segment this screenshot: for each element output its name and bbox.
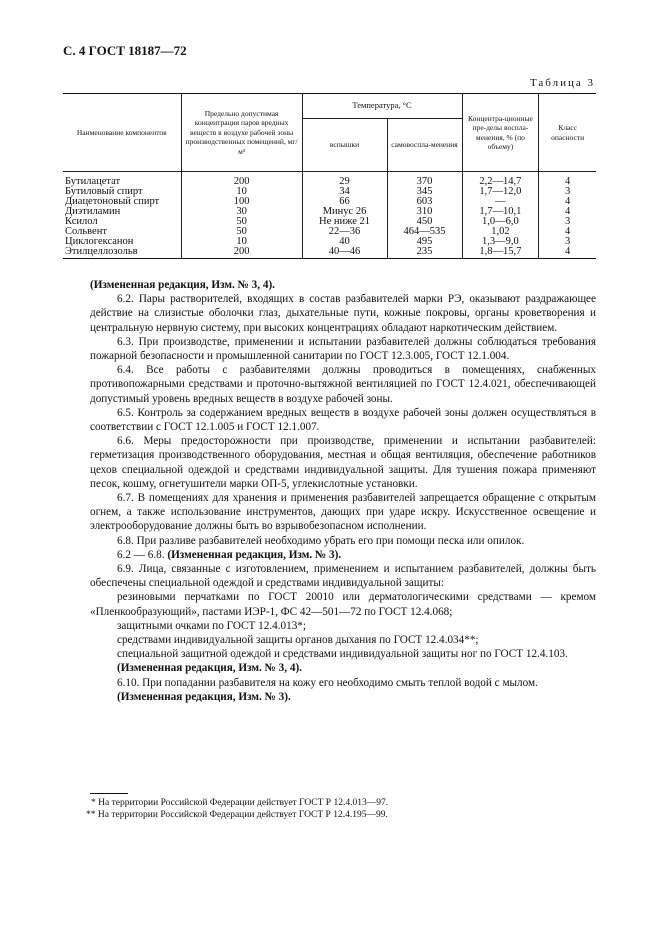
cell-limit: 10 — [181, 237, 302, 247]
paragraph-6-2-6-8-amendment: 6.2 — 6.8. (Измененная редакция, Изм. № 3). — [117, 548, 342, 561]
paragraph-6-10: 6.10. При попадании разбавителя на кожу его необходимо смыть теплой водой с мылом. — [117, 676, 538, 689]
cell-name: Бутиловый спирт — [63, 187, 181, 197]
paragraph-6-4: 6.4. Все работы с разбавителями должны проводиться в помещениях, снабженных противопожарными средствами и проточно-вытяжной вентиляцией по ГОСТ 12.4.021, обеспечивающей допустимый уровень вредных веществ в воздухе рабочей зоны. — [90, 364, 596, 405]
cell-concentration: 1,7—12,0 — [462, 187, 539, 197]
cell-concentration: 1,3—9,0 — [462, 237, 539, 247]
cell-name: Ксилол — [63, 217, 181, 227]
cell-flash: Не ниже 21 — [302, 217, 387, 227]
cell-concentration: 1,7—10,1 — [462, 207, 539, 217]
cell-flash: 29 — [302, 172, 387, 188]
cell-limit: 50 — [181, 227, 302, 237]
table-caption: Таблица 3 — [529, 77, 595, 89]
cell-class: 4 — [539, 247, 596, 259]
cell-class: 4 — [539, 207, 596, 217]
col-header-limit: Предельно допустимая концентрация паров вредных веществ в воздухе рабочей зоны производственных помещений, мг/м³ — [181, 94, 302, 172]
cell-concentration: 2,2—14,7 — [462, 172, 539, 188]
amendment-note: (Измененная редакция, Изм. № 3, 4). — [90, 279, 275, 291]
cell-concentration: 1,8—15,7 — [462, 247, 539, 259]
paragraph-6-2: 6.2. Пары растворителей, входящих в состав разбавителей марки РЭ, оказывают раздражающее действие на слизистые оболочки глаз, дыхательные пути, кожные покровы, органы кроветворения и центральную нервную систему, при высоких концентрациях обладают наркотическим действием. — [90, 293, 596, 334]
properties-table — [63, 93, 596, 259]
cell-concentration: 1,02 — [462, 227, 539, 237]
cell-class: 3 — [539, 237, 596, 247]
col-header-class: Класс опасности — [539, 94, 596, 172]
footnotes — [86, 798, 388, 821]
cell-autoignition: 310 — [387, 207, 462, 217]
amendment-note: (Измененная редакция, Изм. № 3, 4). — [117, 662, 302, 675]
cell-name: Циклогексанон — [63, 237, 181, 247]
col-header-name: Наименование компонентов — [63, 94, 181, 172]
col-header-temperature: Температура, °С — [302, 94, 462, 119]
cell-flash: 40 — [302, 237, 387, 247]
cell-name: Этилцеллозольв — [63, 247, 181, 259]
cell-class: 3 — [539, 187, 596, 197]
section-6-text — [90, 278, 596, 704]
footnote-2: ** На территории Российской Федерации действует ГОСТ Р 12.4.195—99. — [86, 809, 388, 820]
cell-flash: 34 — [302, 187, 387, 197]
cell-name: Бутилацетат — [63, 172, 181, 188]
table-row — [63, 172, 596, 188]
paragraph-6-9-respiratory: средствами индивидуальной защиты органов дыхания по ГОСТ 12.4.034**; — [117, 634, 479, 647]
cell-autoignition: 370 — [387, 172, 462, 188]
col-header-concentration: Концентра-ционные пре-делы воспла-менения, % (по объему) — [462, 94, 539, 172]
cell-autoignition: 495 — [387, 237, 462, 247]
cell-autoignition: 345 — [387, 187, 462, 197]
footnote-1: * На территории Российской Федерации действует ГОСТ Р 12.4.013—97. — [91, 798, 389, 808]
cell-flash: 22—36 — [302, 227, 387, 237]
cell-class: 4 — [539, 197, 596, 207]
cell-name: Диэтиламин — [63, 207, 181, 217]
paragraph-6-9: 6.9. Лица, связанные с изготовлением, применением и испытанием разбавителей, должны быть обеспечены специальной одеждой и средствами индивидуальной защиты: — [90, 563, 596, 590]
col-header-flash: вспышки — [302, 119, 387, 172]
paragraph-6-9-gloves: резиновыми перчатками по ГОСТ 20010 или дерматологическими средствами — кремом «Пленкообразующий», пастами ИЭР-1, ФС 42—501—72 по ГОСТ 12.4.068; — [90, 591, 596, 618]
cell-flash: 66 — [302, 197, 387, 207]
cell-concentration: 1,0—6,0 — [462, 217, 539, 227]
cell-autoignition: 235 — [387, 247, 462, 259]
paragraph-6-6: 6.6. Меры предосторожности при производстве, применении и испытании разбавителей: герметизация производственного оборудования, местная и общая вентиляция, обеспечение работников цехов специальной одеждой и средствами индивидуальной защиты. Для тушения пожара применяют песок, кошму, огнетушители марки ОП-5, углекислотные установки. — [90, 435, 596, 490]
cell-limit: 10 — [181, 187, 302, 197]
cell-class: 4 — [539, 172, 596, 188]
cell-limit: 200 — [181, 172, 302, 188]
footnote-divider — [90, 793, 128, 794]
paragraph-6-7: 6.7. В помещениях для хранения и применения разбавителей запрещается обращение с открытым огнем, а также использование инструментов, дающих при ударе искру. Искусственное освещение и электрооборудование должны быть во взрывобезопасном исполнении. — [90, 492, 596, 533]
cell-flash: Минус 26 — [302, 207, 387, 217]
paragraph-6-3: 6.3. При производстве, применении и испытании разбавителей должны соблюдаться требования пожарной безопасности и промышленной санитарии по ГОСТ 12.3.005, ГОСТ 12.1.004. — [90, 335, 596, 363]
cell-limit: 200 — [181, 247, 302, 259]
cell-class: 3 — [539, 217, 596, 227]
table-row — [63, 247, 596, 259]
cell-limit: 50 — [181, 217, 302, 227]
paragraph-6-5: 6.5. Контроль за содержанием вредных веществ в воздухе рабочей зоны должен осуществляться в соответствии с ГОСТ 12.1.005 и ГОСТ 12.1.007. — [90, 406, 596, 434]
page-header: С. 4 ГОСТ 18187—72 — [63, 43, 187, 58]
amendment-note: (Измененная редакция, Изм. № 3). — [117, 690, 291, 703]
paragraph-6-9-goggles: защитными очками по ГОСТ 12.4.013*; — [117, 619, 307, 632]
cell-limit: 100 — [181, 197, 302, 207]
cell-autoignition: 464—535 — [387, 227, 462, 237]
cell-name: Диацетоновый спирт — [63, 197, 181, 207]
cell-name: Сольвент — [63, 227, 181, 237]
paragraph-6-8: 6.8. При разливе разбавителей необходимо убрать его при помощи песка или опилок. — [117, 534, 525, 547]
cell-limit: 30 — [181, 207, 302, 217]
cell-autoignition: 450 — [387, 217, 462, 227]
cell-concentration: — — [462, 197, 539, 207]
col-header-autoignition: самовоспла-менения — [387, 119, 462, 172]
cell-class: 4 — [539, 227, 596, 237]
paragraph-6-9-clothing: специальной защитной одеждой и средствами индивидуальной защиты ног по ГОСТ 12.4.103. — [117, 648, 568, 661]
cell-autoignition: 603 — [387, 197, 462, 207]
cell-flash: 40—46 — [302, 247, 387, 259]
